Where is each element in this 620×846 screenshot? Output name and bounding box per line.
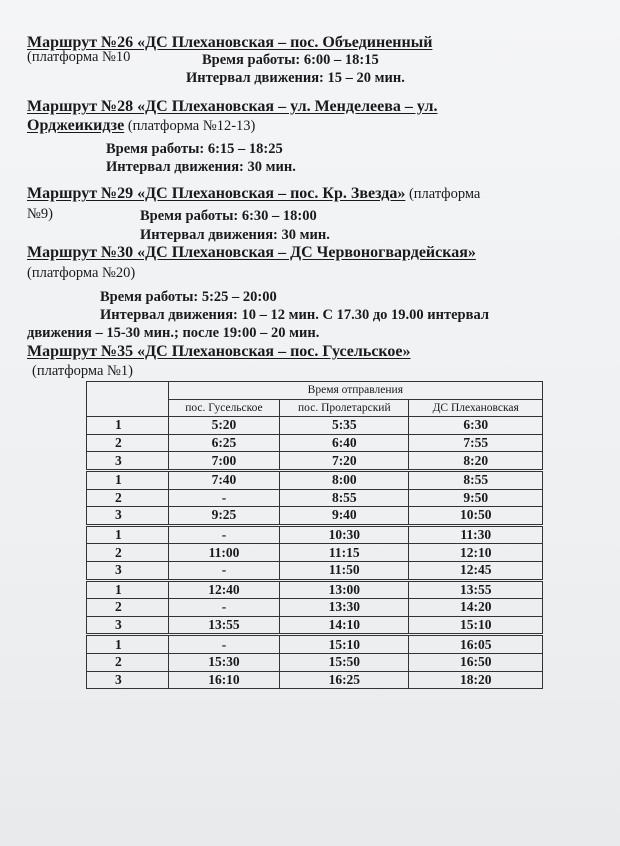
- gusel-departure-cell: 7:00: [168, 452, 280, 471]
- trip-number-cell: 2: [87, 653, 169, 671]
- gusel-departure-cell: 11:00: [168, 544, 280, 562]
- gusel-departure-cell: 12:40: [168, 580, 280, 599]
- gusel-departure-cell: 5:20: [168, 417, 280, 435]
- proletarsky-departure-cell: 13:30: [280, 599, 409, 617]
- route-35-title: Маршрут №35 «ДС Плехановская – пос. Гусельское»: [27, 343, 411, 360]
- proletarsky-departure-cell: 11:15: [280, 544, 409, 562]
- table-row: [87, 544, 543, 562]
- route-26-work-hours: Время работы: 6:00 – 18:15: [202, 52, 379, 68]
- table-row: [87, 616, 543, 635]
- gusel-departure-cell: 7:40: [168, 470, 280, 489]
- table-row: [87, 580, 543, 599]
- table-row: [87, 635, 543, 654]
- trip-number-cell: 3: [87, 616, 169, 635]
- plekhanovskaya-departure-cell: 16:05: [409, 635, 543, 654]
- route-26-title: Маршрут №26 «ДС Плехановская – пос. Объединенный: [27, 34, 433, 51]
- plekhanovskaya-departure-cell: 10:50: [409, 507, 543, 526]
- proletarsky-departure-cell: 13:00: [280, 580, 409, 599]
- trip-number-cell: 1: [87, 470, 169, 489]
- trip-number-cell: 1: [87, 417, 169, 435]
- table-row: [87, 452, 543, 471]
- table-row: [87, 489, 543, 507]
- route-30-interval-line2: движения – 15-30 мин.; после 19:00 – 20 мин.: [27, 325, 320, 341]
- route-29-platform-part2: №9): [27, 206, 53, 222]
- route-26-interval: Интервал движения: 15 – 20 мин.: [186, 70, 405, 86]
- route-29-title: Маршрут №29 «ДС Плехановская – пос. Кр. Звезда»: [27, 185, 406, 202]
- route-30-work-hours: Время работы: 5:25 – 20:00: [100, 289, 277, 305]
- proletarsky-departure-cell: 8:00: [280, 470, 409, 489]
- route-28-interval: Интервал движения: 30 мин.: [106, 159, 296, 175]
- trip-number-cell: 3: [87, 452, 169, 471]
- plekhanovskaya-departure-cell: 12:45: [409, 561, 543, 580]
- table-row: [87, 434, 543, 452]
- route-26-platform: (платформа №10: [27, 49, 131, 65]
- plekhanovskaya-departure-cell: 8:55: [409, 470, 543, 489]
- table-row: [87, 417, 543, 435]
- proletarsky-departure-cell: 7:20: [280, 452, 409, 471]
- route-29-work-hours: Время работы: 6:30 – 18:00: [140, 208, 317, 224]
- route-29-title-wrap: [27, 185, 480, 203]
- plekhanovskaya-departure-cell: 18:20: [409, 671, 543, 689]
- route-30-title: Маршрут №30 «ДС Плехановская – ДС Червоногвардейская»: [27, 244, 476, 261]
- route-35-timetable: [86, 381, 543, 689]
- gusel-departure-cell: 16:10: [168, 671, 280, 689]
- gusel-departure-cell: 6:25: [168, 434, 280, 452]
- plekhanovskaya-departure-cell: 15:10: [409, 616, 543, 635]
- trip-number-cell: 1: [87, 525, 169, 544]
- route-28-title-line2: Орджеикидзе: [27, 117, 125, 134]
- plekhanovskaya-departure-cell: 12:10: [409, 544, 543, 562]
- table-row: [87, 599, 543, 617]
- trip-number-cell: 1: [87, 635, 169, 654]
- plekhanovskaya-departure-cell: 14:20: [409, 599, 543, 617]
- route-30-platform: (платформа №20): [27, 265, 136, 281]
- table-row: [87, 653, 543, 671]
- departure-time-header: Время отправления: [168, 382, 542, 400]
- table-row: [87, 525, 543, 544]
- table-row: [87, 671, 543, 689]
- trip-number-header: [87, 382, 169, 417]
- route-28-title-line2-wrap: [27, 117, 255, 135]
- trip-number-cell: 2: [87, 489, 169, 507]
- route-28-work-hours: Время работы: 6:15 – 18:25: [106, 141, 283, 157]
- route-29-platform-part1: (платформа: [408, 186, 481, 202]
- proletarsky-departure-cell: 5:35: [280, 417, 409, 435]
- table-row: [87, 507, 543, 526]
- route-29-interval: Интервал движения: 30 мин.: [140, 227, 330, 243]
- timetable-body: [87, 417, 543, 689]
- table-row: [87, 470, 543, 489]
- route-30-interval-line1: Интервал движения: 10 – 12 мин. С 17.30 до 19.00 интервал: [100, 307, 489, 323]
- route-28-title-line1: Маршрут №28 «ДС Плехановская – ул. Менделеева – ул.: [27, 98, 438, 115]
- proletarsky-departure-cell: 10:30: [280, 525, 409, 544]
- gusel-departure-cell: -: [168, 561, 280, 580]
- gusel-departure-cell: -: [168, 635, 280, 654]
- proletarsky-departure-cell: 15:10: [280, 635, 409, 654]
- column-header-plekhanovskaya: ДС Плехановская: [409, 399, 543, 417]
- plekhanovskaya-departure-cell: 6:30: [409, 417, 543, 435]
- proletarsky-departure-cell: 8:55: [280, 489, 409, 507]
- route-28-platform: (платформа №12-13): [127, 118, 256, 134]
- proletarsky-departure-cell: 16:25: [280, 671, 409, 689]
- plekhanovskaya-departure-cell: 7:55: [409, 434, 543, 452]
- plekhanovskaya-departure-cell: 9:50: [409, 489, 543, 507]
- gusel-departure-cell: 9:25: [168, 507, 280, 526]
- trip-number-cell: 3: [87, 507, 169, 526]
- proletarsky-departure-cell: 15:50: [280, 653, 409, 671]
- trip-number-cell: 3: [87, 561, 169, 580]
- proletarsky-departure-cell: 14:10: [280, 616, 409, 635]
- gusel-departure-cell: 15:30: [168, 653, 280, 671]
- trip-number-cell: 3: [87, 671, 169, 689]
- gusel-departure-cell: -: [168, 599, 280, 617]
- trip-number-cell: 1: [87, 580, 169, 599]
- plekhanovskaya-departure-cell: 11:30: [409, 525, 543, 544]
- plekhanovskaya-departure-cell: 13:55: [409, 580, 543, 599]
- plekhanovskaya-departure-cell: 8:20: [409, 452, 543, 471]
- gusel-departure-cell: 13:55: [168, 616, 280, 635]
- proletarsky-departure-cell: 11:50: [280, 561, 409, 580]
- gusel-departure-cell: -: [168, 525, 280, 544]
- trip-number-cell: 2: [87, 434, 169, 452]
- route-35-platform: (платформа №1): [32, 363, 133, 379]
- proletarsky-departure-cell: 6:40: [280, 434, 409, 452]
- trip-number-cell: 2: [87, 599, 169, 617]
- gusel-departure-cell: -: [168, 489, 280, 507]
- column-header-proletarsky: пос. Пролетарский: [280, 399, 409, 417]
- table-row: [87, 561, 543, 580]
- proletarsky-departure-cell: 9:40: [280, 507, 409, 526]
- column-header-gusel: пос. Гусельское: [168, 399, 280, 417]
- trip-number-cell: 2: [87, 544, 169, 562]
- plekhanovskaya-departure-cell: 16:50: [409, 653, 543, 671]
